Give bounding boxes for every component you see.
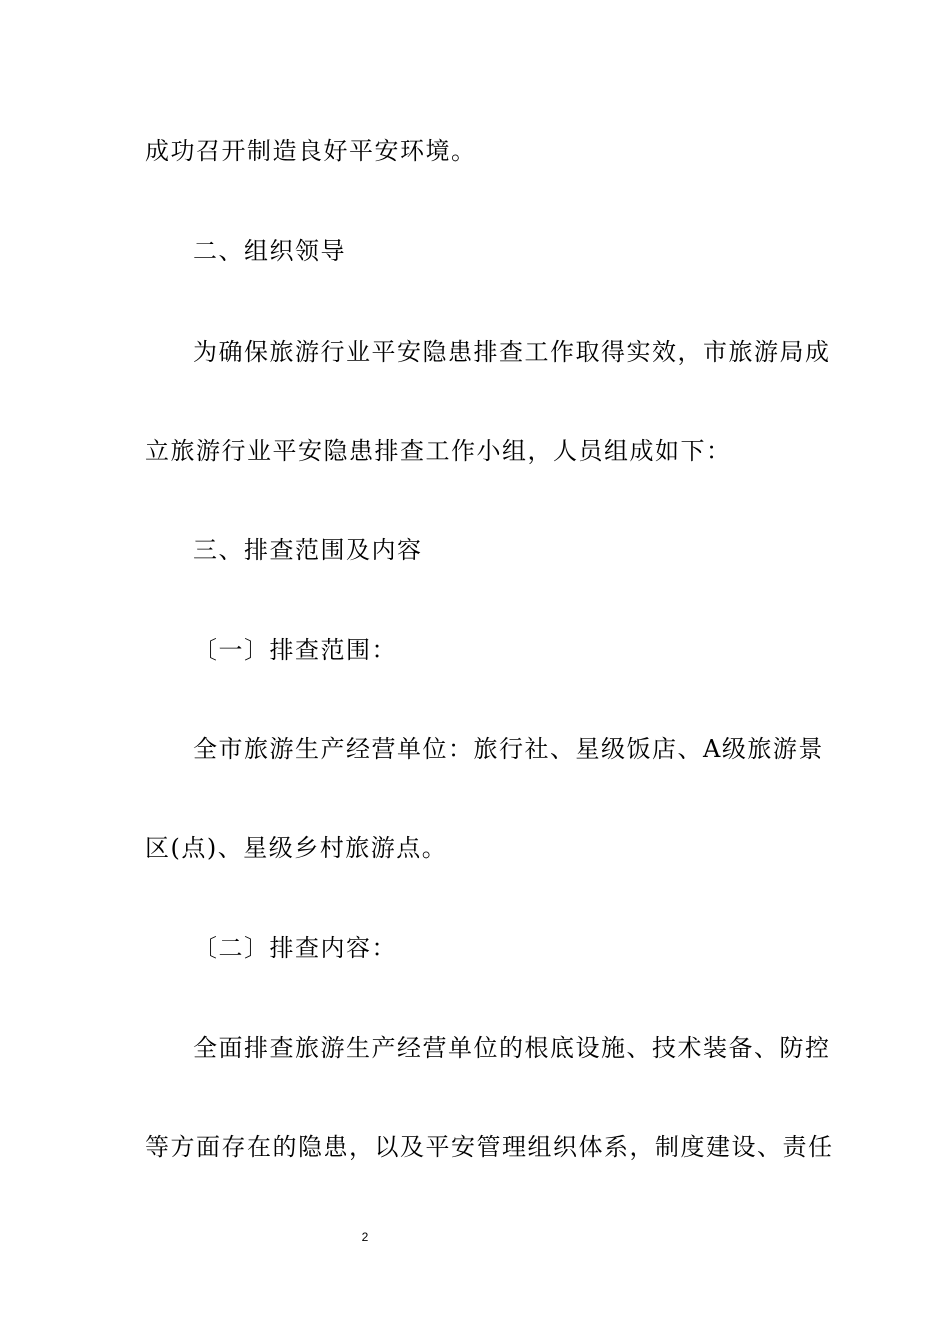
- paragraph-line-3: 为确保旅游行业平安隐患排查工作取得实效，市旅游局成: [193, 338, 831, 366]
- paragraph-line-8: 区(点)、星级乡村旅游点。: [145, 834, 448, 862]
- page-number: 2: [361, 1230, 369, 1244]
- subsection-heading-range: 〔一〕排查范围：: [193, 636, 397, 664]
- paragraph-line-7: 全市旅游生产经营单位：旅行社、星级饭店、A级旅游景: [193, 735, 824, 763]
- paragraph-line-10: 全面排查旅游生产经营单位的根底设施、技术装备、防控: [193, 1034, 831, 1062]
- paragraph-line-4: 立旅游行业平安隐患排查工作小组，人员组成如下：: [145, 437, 732, 465]
- paragraph-line-1: 成功召开制造良好平安环境。: [145, 137, 477, 165]
- section-heading-scope: 三、排查范围及内容: [193, 536, 423, 564]
- section-heading-organization: 二、组织领导: [193, 237, 346, 265]
- paragraph-line-11: 等方面存在的隐患，以及平安管理组织体系，制度建设、责任: [145, 1133, 834, 1161]
- subsection-heading-content: 〔二〕排查内容：: [193, 934, 397, 962]
